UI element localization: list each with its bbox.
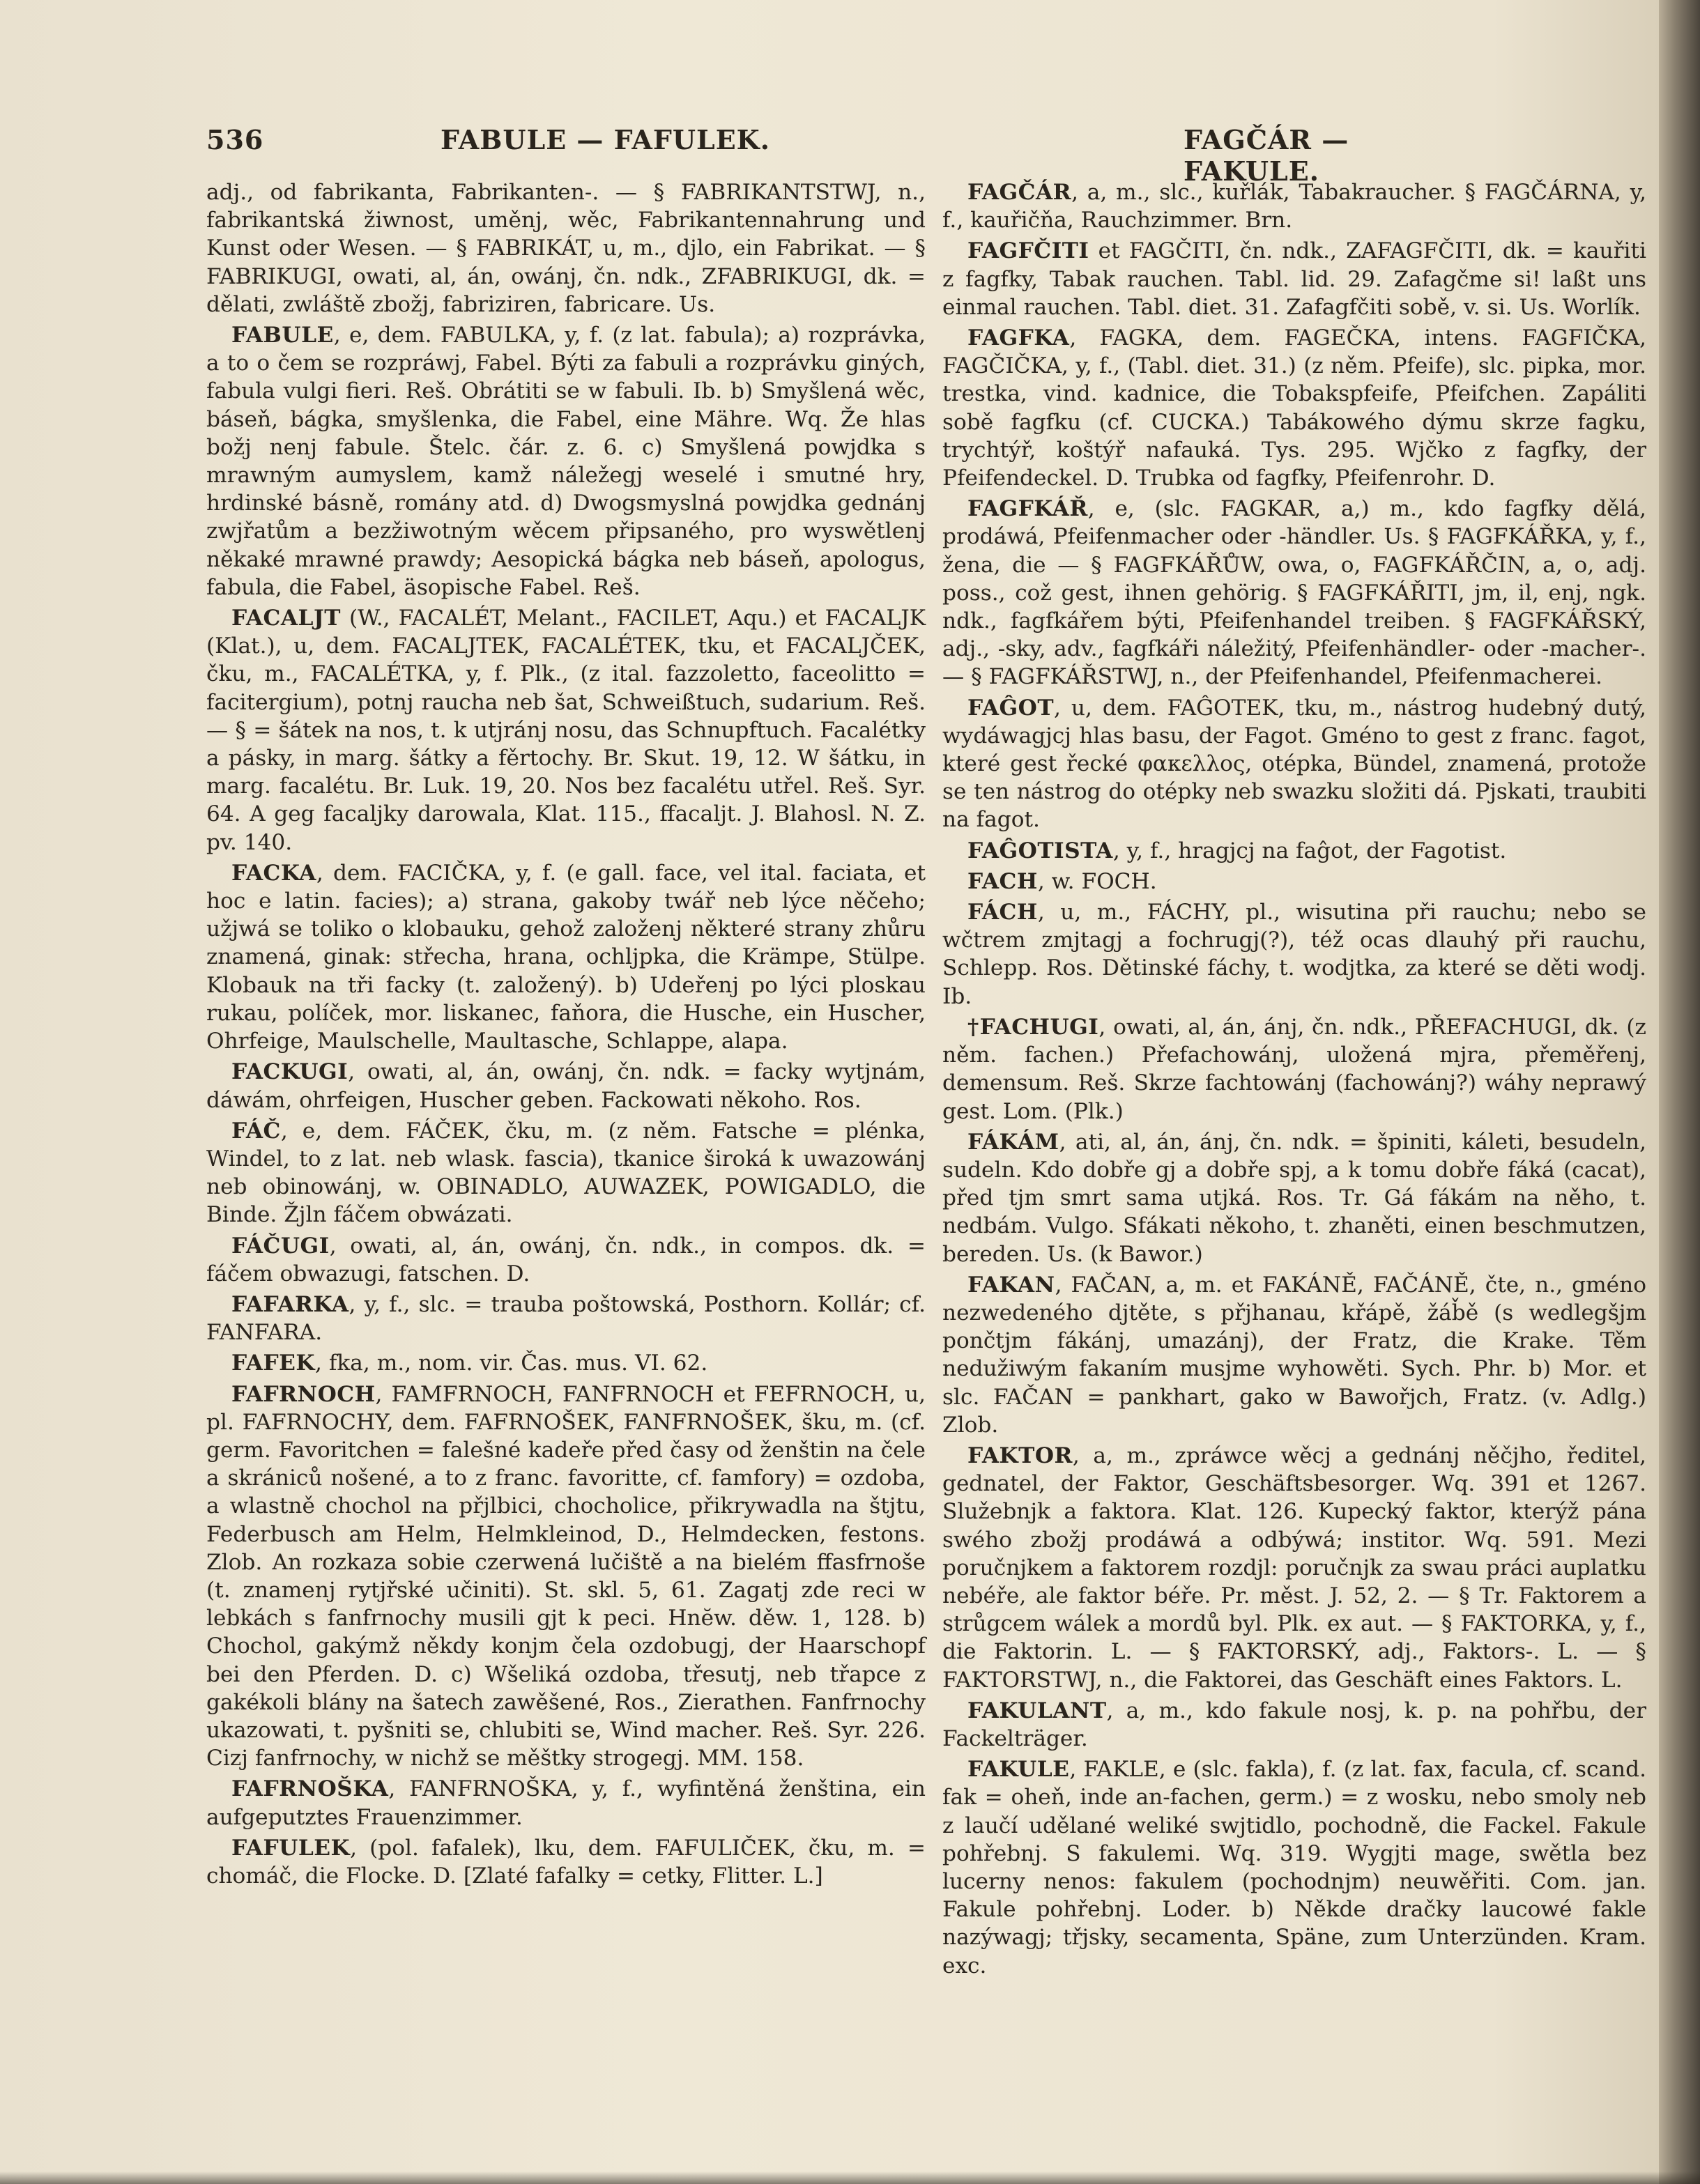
- entry-text: , e, dem. FÁČEK, čku, m. (z něm. Fatsche = plénka, Windel, to z lat. neb wlask. fascia), tkanice široká k uwazowánj neb obinowánj, w. OBINADLO, AUWAZEK, POWIGADLO, die Binde. Žjln fáčem obwázati.: [206, 1118, 926, 1228]
- entry-text: , a, m., kdo fakule nosj, k. p. na pohřbu, der Fackelträger.: [942, 1698, 1646, 1751]
- dictionary-entry: [206, 1232, 926, 1288]
- dictionary-entry: [942, 1755, 1646, 1980]
- entry-text: , dem. FACIČKA, y, f. (e gall. face, vel ital. faciata, et hoc e latin. facies); a) strana, gakoby twář neb lýce něčeho; užjwá se toliko o klobauku, gehož založenj některé strany zhůru znamená, ginak: střecha, hrana, ochljpka, die Krämpe, Stülpe. Klobauk na tři facky (t. založený). b) Udeřenj po lýci ploskau rukau, políček, mor. liskanec, faňora, die Husche, ein Huscher, Ohrfeige, Maulschelle, Maultasche, Schlappe, alapa.: [206, 860, 926, 1054]
- dictionary-entry: [206, 859, 926, 1055]
- entry-text: , e, dem. FABULKA, y, f. (z lat. fabula); a) rozprávka, a to o čem se rozpráwj, Fabel. Býti za fabuli a rozprávku giných, fabula vulgi fieri. Reš. Obrátiti se w fabuli. Ib. b) Smyšlená wěc, báseň, bágka, smyšlenka, die Fabel, eine Mähre. Wq. Že hlas božj nenj fabule. Štelc. čár. z. 6. c) Smyšlená powjdka s mrawným aumyslem, kamž náležegj weselé i smutné hry, hrdinské básně, romány atd. d) Dwogsmyslná powjdka gednánj zwjřatům a bezžiwotným wěcem připsaného, pro wyswětlenj někaké mrawné prawdy; Aesopická bágka neb báseň, apologus, fabula, die Fabel, äsopische Fabel. Reš.: [206, 323, 926, 600]
- entry-headword: †FACHUGI: [967, 1014, 1099, 1040]
- dictionary-entry: [206, 604, 926, 856]
- dictionary-entry: [206, 1775, 926, 1831]
- entry-text: , e, (slc. FAGKAR, a,) m., kdo fagfky dělá, prodáwá, Pfeifenmacher oder -händler. Us. § FAGFKÁŘKA, y, f., žena, die — § FAGFKÁŘŮW, owa, o, FAGFKÁŘČIN, a, o, adj. poss., což gest, ihnen gehörig. § FAGFKÁŘITI, jm, il, enj, ngk. ndk., fagfkářem býti, Pfeifenhandel treiben. § FAGFKÁŘSKÝ, adj., -sky, adv., fagfkáři náležitý, Pfeifenhändler- oder -macher-. — § FAGFKÁŘSTWJ, n., der Pfeifenhandel, Pfeifenmacherei.: [942, 496, 1646, 690]
- entry-headword: FAKTOR: [967, 1443, 1073, 1468]
- entry-headword: FAKAN: [967, 1272, 1055, 1298]
- entry-text: , fka, m., nom. vir. Čas. mus. VI. 62.: [315, 1351, 708, 1376]
- entry-text: , FAČAN, a, m. et FAKÁNĚ, FAČÁNĚ, čte, n., gméno nezwedeného djtěte, s přjhanau, křápě, žáb̌ě (s wedlegšjm pončtjm fákánj, umazánj), der Fratz, die Krake. Těm nedužiwým fakaním musjme wyhowěti. Sych. Phr. b) Mor. et slc. FAČAN = pankhart, gako w Bawořjch, Fratz. (v. Adlg.) Zlob.: [942, 1272, 1646, 1438]
- entry-headword: FAFARKA: [231, 1291, 349, 1317]
- entry-text: , FAGKA, dem. FAGEČKA, intens. FAGFIČKA, FAGČIČKA, y, f., (Tabl. diet. 31.) (z něm. Pfeife), slc. pipka, mor. trestka, vind. kadnice, die Tobakspfeife, Pfeifchen. Zapáliti sobě fagfku (cf. CUCKA.) Tabákowého dýmu skrze fagku, trychtýř, koštýř nafauká. Tys. 295. Wjčko z fagfky, der Pfeifendeckel. D. Trubka od fagfky, Pfeifenrohr. D.: [942, 325, 1646, 491]
- entry-text: , a, m., slc., kuřlák, Tabakraucher. § FAGČÁRNA, y, f., kauřičňa, Rauchzimmer. Brn.: [942, 180, 1646, 233]
- entry-text: , owati, al, án, owánj, čn. ndk. = facky wytjnám, dáwám, ohrfeigen, Huscher geben. Fackowati někoho. Ros.: [206, 1059, 926, 1113]
- entry-text: , (pol. fafalek), lku, dem. FAFULIČEK, čku, m. = chomáč, die Flocke. D. [Zlaté fafalky = cetky, Flitter. L.]: [206, 1835, 926, 1889]
- entry-headword: FAFEK: [231, 1351, 316, 1376]
- entry-headword: FAFULEK: [231, 1835, 351, 1861]
- dictionary-entry: [206, 178, 926, 318]
- dictionary-entry: [206, 1381, 926, 1773]
- entry-text: , owati, al, án, owánj, čn. ndk., in compos. dk. = fáčem obwazugi, fatschen. D.: [206, 1233, 926, 1286]
- dictionary-entry: [942, 1271, 1646, 1439]
- entry-text: et FAGČITI, čn. ndk., ZAFAGFČITI, dk. = kauřiti z fagfky, Tabak rauchen. Tabl. lid. 29. Zafagčme si! laßt uns einmal rauchen. Tabl. diet. 31. Zafagfčiti sobě, v. si. Us. Worlík.: [942, 238, 1646, 320]
- entry-headword: FACKA: [231, 860, 316, 886]
- left-column: [206, 178, 926, 1893]
- entry-text: , FAMFRNOCH, FANFRNOCH et FEFRNOCH, u, pl. FAFRNOCHY, dem. FAFRNOŠEK, FANFRNOŠEK, šku, m. (cf. germ. Favoritchen = falešné kadeře před časy od ženštin na čele a skrániců nošené, a to z franc. favoritte, cf. famfory) = ozdoba, a wlastně chochol na přjlbici, chocholice, přikrywadla na štjtu, Federbusch am Helm, Helmkleinod, D., Helmdecken, festons. Zlob. An rozkaza sobie czerwená lučiště a na bielém ffasfrnoše (t. znamenj rytjřské učiniti). St. skl. 5, 61. Zagatj zde reci w lebkách s fanfrnochy musili gjt k peci. Hnĕw. děw. 1, 128. b) Chochol, gakýmž někdy konjm čela ozdobugj, der Haarschopf bei den Pferden. D. c) Wšeliká ozdoba, třesutj, neb třapce z gakékoli blány na šatech zawěšené, Ros., Zierathen. Fanfrnochy ukazowati, t. pyšniti se, chlubiti se, Wind macher. Reš. Syr. 226. Cizj fanfrnochy, w nichž se měštky strogegj. MM. 158.: [206, 1381, 926, 1771]
- entry-headword: FAKULE: [967, 1757, 1070, 1783]
- entry-headword: FÁČUGI: [231, 1233, 330, 1259]
- entry-text: , y, f., hragjcj na faĝot, der Fagotist.: [1112, 838, 1507, 863]
- entry-headword: FAGFČITI: [967, 238, 1089, 264]
- dictionary-entry: [942, 495, 1646, 691]
- dictionary-entry: [206, 1291, 926, 1346]
- entry-headword: FÁCH: [967, 900, 1038, 925]
- entry-headword: FACKUGI: [231, 1059, 349, 1085]
- dictionary-entry: [942, 178, 1646, 234]
- entry-headword: FAGFKA: [967, 325, 1070, 351]
- entry-text: (W., FACALÉT, Melant., FACILET, Aqu.) et FACALJK (Klat.), u, dem. FACALJTEK, FACALÉTEK, tku, et FACALJČEK, čku, m., FACALÉTKA, y, f. Plk., (z ital. fazzoletto, faceolitto = facitergium), potnj raucha neb šat, Schweißtuch, sudarium. Reš. — § = šátek na nos, t. k utjránj nosu, das Schnupftuch. Facalétky a pásky, in marg. šátky a fěrtochy. Br. Skut. 19, 12. W šátku, in marg. facalétu. Br. Luk. 19, 20. Nos bez facalétu utřel. Reš. Syr. 64. A geg facaljky darowala, Klat. 115., ffacaljt. J. Blahosl. N. Z. pv. 140.: [206, 606, 926, 855]
- dictionary-entry: [942, 898, 1646, 1010]
- right-running-title: FAGČÁR — FAKULE.: [1184, 124, 1349, 187]
- entry-headword: FACALJT: [231, 606, 341, 631]
- entry-text: , w. FOCH.: [1037, 868, 1157, 894]
- dictionary-entry: [942, 237, 1646, 321]
- right-column: [942, 178, 1646, 1983]
- page-bottom-shadow: [0, 2171, 1700, 2184]
- dictionary-entry: [942, 324, 1646, 492]
- dictionary-entry: [206, 1834, 926, 1890]
- entry-text: , FAKLE, e (slc. fakla), f. (z lat. fax, facula, cf. scand. fak = oheň, inde an-fachen, germ.) = z wosku, nebo smoly neb z laučí udělané weliké swjtidlo, pochodně, die Fackel. Fakule pohřebnj. S fakulemi. Wq. 319. Wygjti mage, swětla bez lucerny nenos: fakulem (pochodnjm) neuwěřiti. Com. jan. Fakule pohřebnj. Loder. b) Někde dračky laucowé fakle nazýwagj; třjsky, secamenta, Späne, zum Unterzünden. Kram. exc.: [942, 1757, 1646, 1978]
- dictionary-entry: [206, 1058, 926, 1114]
- page-number: 536: [206, 124, 264, 155]
- entry-headword: FAĜOT: [967, 695, 1055, 721]
- dictionary-entry: [942, 1128, 1646, 1268]
- dictionary-entry: [942, 1013, 1646, 1125]
- entry-headword: FAGFKÁŘ: [967, 496, 1088, 522]
- entry-headword: FABULE: [231, 323, 334, 348]
- dictionary-entry: [206, 321, 926, 601]
- entry-text: adj., od fabrikanta, Fabrikanten-. — § FABRIKANTSTWJ, n., fabrikantská žiwnost, uměnj, wěc, Fabrikantennahrung und Kunst oder Wesen. — § FABRIKÁT, u, m., djlo, ein Fabrikat. — § FABRIKUGI, owati, al, án, owánj, čn. ndk., ZFABRIKUGI, dk. = dělati, zwláště zbožj, fabriziren, fabricare. Us.: [206, 180, 926, 317]
- dictionary-entry: [206, 1117, 926, 1229]
- entry-headword: FÁKÁM: [967, 1129, 1059, 1155]
- dictionary-entry: [942, 868, 1646, 895]
- entry-text: , a, m., zpráwce wěcj a gednánj něčjho, ředitel, gednatel, der Faktor, Geschäftsbesorger. Wq. 391 et 1267. Služebnjk a faktora. Klat. 126. Kupecký faktor, kterýž pána swého zbožj prodáwá a odbýwá; institor. Wq. 591. Mezi poručnjkem a faktorem rozdjl: poručnjk za swau práci auplatku nebéře, ale faktor béře. Pr. měst. J. 52, 2. — § Tr. Faktorem a strůgcem wálek a mordů byl. Plk. ex aut. — § FAKTORKA, y, f., die Faktorin. L. — § FAKTORSKÝ, adj., Faktors-. L. — § FAKTORSTWJ, n., die Faktorei, das Geschäft eines Faktors. L.: [942, 1443, 1646, 1693]
- dictionary-entry: [942, 837, 1646, 865]
- entry-headword: FAFRNOŠKA: [231, 1776, 389, 1802]
- entry-headword: FÁČ: [231, 1118, 281, 1144]
- entry-headword: FAGČÁR: [967, 180, 1072, 205]
- entry-text: , y, f., slc. = trauba poštowská, Posthorn. Kollár; cf. FANFARA.: [206, 1291, 926, 1346]
- entry-text: , owati, al, án, ánj, čn. ndk., PŘEFACHUGI, dk. (z něm. fachen.) Přefachowánj, uložená mjra, přeměřenj, demensum. Reš. Skrze fachtowánj (fachowánj?) wáhy neprawý gest. Lom. (Plk.): [942, 1014, 1646, 1124]
- dictionary-entry: [942, 1697, 1646, 1753]
- entry-text: , ati, al, án, ánj, čn. ndk. = špiniti, káleti, besudeln, sudeln. Kdo dobře gj a dobře spj, a k tomu dobře fáká (cacat), před tjm smrt sama utjká. Ros. Tr. Gá fákám na něho, t. nedbám. Vulgo. Sfákati někoho, t. zhaněti, einen beschmutzen, bereden. Us. (k Bawor.): [942, 1129, 1646, 1267]
- entry-text: , u, m., FÁCHY, pl., wisutina při rauchu; nebo se wčtrem zmjtagj a fochrugj(?), též ocas dlauhý při rauchu, Schlepp. Ros. Dětinské fáchy, t. wodjtka, za které se děti wodj. Ib.: [942, 900, 1646, 1009]
- left-running-title: FABULE — FAFULEK.: [441, 124, 770, 155]
- entry-headword: FAĜOTISTA: [967, 838, 1113, 863]
- dictionary-entry: [942, 694, 1646, 834]
- book-spine-edge: [1659, 0, 1700, 2184]
- dictionary-entry: [206, 1349, 926, 1377]
- entry-headword: FACH: [967, 868, 1038, 894]
- entry-headword: FAKULANT: [967, 1698, 1107, 1723]
- entry-text: , u, dem. FAĜOTEK, tku, m., nástrog hudebný dutý, wydáwagjcj hlas basu, der Fagot. Gméno to gest z franc. fagot, které gest řecké φακελλος, otépka, Bündel, znamená, protože se ten nástrog do otépky neb swazku složiti dá. Pjskati, traubiti na fagot.: [942, 695, 1646, 833]
- page-header: [206, 124, 1468, 187]
- entry-headword: FAFRNOCH: [231, 1381, 376, 1407]
- dictionary-entry: [942, 1442, 1646, 1694]
- entry-text: , FANFRNOŠKA, y, f., wyfintěná ženština, ein aufgeputztes Frauenzimmer.: [206, 1776, 926, 1830]
